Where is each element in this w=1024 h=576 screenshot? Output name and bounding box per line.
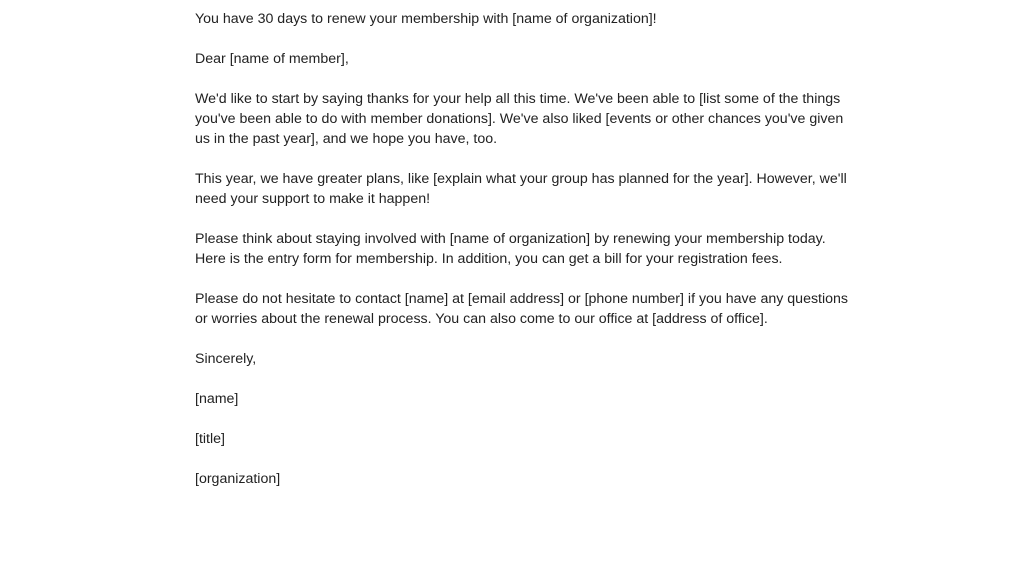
salutation: Dear [name of member], [195, 51, 349, 67]
paragraph-thanks: We'd like to start by saying thanks for your help all this time. We've been able to [list some of the things you've been able to do with member donations]. We've also liked [events or other chances you've given us in the past year], and we hope you have, too. [195, 91, 844, 147]
paragraph-renewal: Please think about staying involved with [name of organization] by renewing your membership today. Here is the entry form for membership. In addition, you can get a bill for your registration fees. [195, 231, 826, 267]
signature-title: [title] [195, 431, 225, 447]
signature-name: [name] [195, 391, 239, 407]
closing: Sincerely, [195, 351, 257, 367]
paragraph-plans: This year, we have greater plans, like [explain what your group has planned for the year]. However, we'll need your support to make it happen! [195, 171, 847, 207]
subject-line: You have 30 days to renew your membership with [name of organization]! [195, 11, 657, 27]
signature-organization: [organization] [195, 471, 281, 487]
letter-body [195, 9, 855, 509]
paragraph-contact: Please do not hesitate to contact [name] at [email address] or [phone number] if you have any questions or worries about the renewal process. You can also come to our office at [address of office]. [195, 291, 849, 327]
